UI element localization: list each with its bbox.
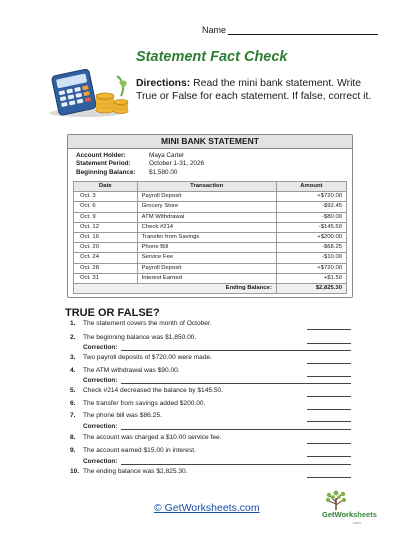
ending-balance-row [74,283,347,293]
brand-logo-sub: .com [352,520,361,525]
directions-body: Read the mini bank statement. Write True or False for each statement. If false, correct it. [136,78,372,102]
brand-logo-text [322,510,377,519]
question-item [70,320,212,327]
answer-line[interactable] [307,362,351,364]
name-label: Name [202,25,227,35]
answer-line[interactable] [307,395,351,397]
question-text: The account was charged a $10.00 service fee. [83,434,222,441]
question-text: The ending balance was $2,825.30. [83,468,188,475]
question-number: 1. [70,320,76,327]
column-header-transaction: Transaction [137,182,276,192]
cell-date: Oct. 28 [74,263,138,273]
info-label: Statement Period: [76,160,131,168]
question-text: Two payroll deposits of $720.00 were made. [83,354,213,361]
correction-line[interactable] [121,423,351,430]
question-number: 7. [70,412,76,419]
cell-transaction: Grocery Store [137,202,276,212]
info-value: Maya Carter [149,152,185,159]
cell-amount: -$10.00 [276,253,346,263]
cell-transaction: Payroll Deposit [137,263,276,273]
cell-transaction: ATM Withdrawal [137,212,276,222]
cell-transaction: Transfer from Savings [137,232,276,242]
bank-statement [67,134,353,298]
table-header-row [74,182,347,192]
question-number: 8. [70,434,76,441]
cell-amount: -$145.50 [276,222,346,232]
table-row [74,192,347,202]
worksheet-title: Statement Fact Check [136,49,288,65]
cell-date: Oct. 6 [74,202,138,212]
cell-amount: -$68.25 [276,243,346,253]
table-row [74,273,347,283]
answer-line[interactable] [307,476,351,478]
cell-amount: +$720.00 [276,192,346,202]
cell-transaction: Check #214 [137,222,276,232]
question-item [70,400,205,407]
name-line[interactable] [228,26,378,35]
question-number: 4. [70,367,76,374]
cell-date: Oct. 20 [74,243,138,253]
cell-amount: -$92.45 [276,202,346,212]
correction-row[interactable] [83,344,351,351]
question-item [70,334,196,341]
correction-line[interactable] [121,377,351,384]
statement-info [76,152,204,177]
question-number: 10. [70,468,80,475]
table-row [74,253,347,263]
question-text: The phone bill was $86.25. [83,412,162,419]
cell-date: Oct. 12 [74,222,138,232]
question-text: The beginning balance was $1,850.00. [83,334,197,341]
answer-line[interactable] [307,408,351,410]
question-text: The account earned $15.00 in interest. [83,447,196,454]
cell-amount: -$80.00 [276,212,346,222]
info-label: Account Holder: [76,152,126,159]
cell-date: Oct. 24 [74,253,138,263]
info-label: Beginning Balance: [76,168,136,176]
answer-line[interactable] [307,442,351,444]
footer-link[interactable]: © GetWorksheets.com [154,502,260,514]
question-text: The ATM withdrawal was $90.00. [83,367,180,374]
cell-transaction: Payroll Deposit [137,192,276,202]
question-number: 5. [70,387,76,394]
correction-line[interactable] [121,458,351,465]
answer-line[interactable] [307,420,351,422]
cell-date: Oct. 3 [74,192,138,202]
question-text: The transfer from savings added $200.00. [83,400,206,407]
statement-title: MINI BANK STATEMENT [68,135,352,149]
question-item [70,434,222,441]
question-item [70,354,212,361]
correction-label: Correction: [83,344,118,351]
correction-label: Correction: [83,458,118,465]
info-row [76,152,204,160]
cell-transaction: Interest Earned [137,273,276,283]
cell-transaction: Phone Bill [137,243,276,253]
answer-line[interactable] [307,328,351,330]
cell-date: Oct. 31 [74,273,138,283]
directions-lead: Directions: [136,78,191,89]
ending-balance-label: Ending Balance: [74,283,277,293]
correction-label: Correction: [83,377,118,384]
question-item [70,447,196,454]
brand-logo-accent: sheets [353,510,377,519]
info-value: $1,580.00 [149,168,178,176]
correction-label: Correction: [83,423,118,430]
correction-line[interactable] [121,344,351,351]
question-number: 6. [70,400,76,407]
transaction-table [73,181,347,294]
table-row [74,243,347,253]
cell-transaction: Service Fee [137,253,276,263]
coin-stack-icon [96,76,128,114]
correction-row[interactable] [83,423,351,430]
tree-logo-icon [310,488,380,528]
table-row [74,232,347,242]
cell-amount: +$200.00 [276,232,346,242]
brand-logo-main: GetWork [322,510,354,519]
info-row [76,160,204,168]
info-value: October 1-31, 2026 [149,160,205,168]
question-text: The statement covers the month of October. [83,320,212,327]
info-row [76,169,204,177]
question-item [70,468,187,475]
question-item [70,387,223,394]
answer-line[interactable] [307,455,351,457]
question-number: 3. [70,354,76,361]
column-header-date: Date [74,182,138,192]
cell-date: Oct. 9 [74,212,138,222]
name-field[interactable] [202,25,378,35]
true-false-heading: TRUE OR FALSE? [65,307,160,319]
cell-amount: +$720.00 [276,263,346,273]
cell-date: Oct. 16 [74,232,138,242]
question-item [70,412,162,419]
ending-balance-value: $2,825.30 [276,283,346,293]
table-row [74,202,347,212]
question-text: Check #214 decreased the balance by $145.50. [83,387,224,394]
question-item [70,367,180,374]
table-row [74,222,347,232]
question-number: 2. [70,334,76,341]
table-row [74,212,347,222]
correction-row[interactable] [83,458,351,465]
cell-amount: +$1.50 [276,273,346,283]
calculator-icon [47,66,131,118]
question-number: 9. [70,447,76,454]
table-row [74,263,347,273]
directions-text [136,77,376,103]
correction-row[interactable] [83,377,351,384]
column-header-amount: Amount [276,182,346,192]
